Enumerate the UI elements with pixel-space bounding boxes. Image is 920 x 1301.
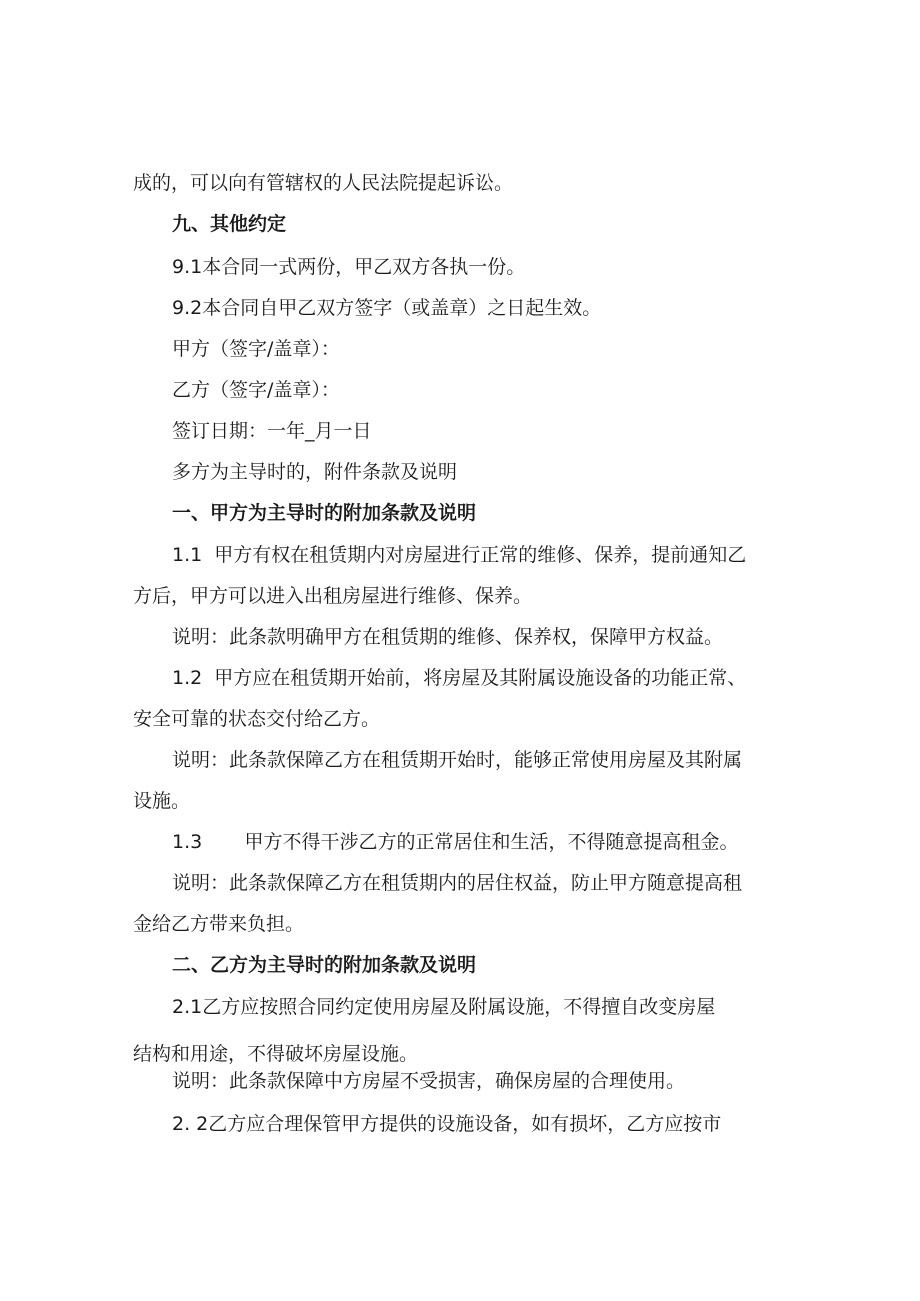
paragraph-line: 成的，可以向有管辖权的人民法院提起诉讼。 xyxy=(133,172,514,194)
section-heading: 九、其他约定 xyxy=(172,213,287,235)
note-line: 说明：此条款保障中方房屋不受损害，确保房屋的合理使用。 xyxy=(172,1070,686,1092)
section-heading: 一、甲方为主导时的附加条款及说明 xyxy=(172,502,477,524)
note-line: 说明：此条款保障乙方在租赁期内的居住权益，防止甲方随意提高租 xyxy=(172,872,743,894)
clause-line: 1.3 甲方不得干涉乙方的正常居住和生活，不得随意提高租金。 xyxy=(172,831,739,853)
note-line: 说明：此条款保障乙方在租赁期开始时，能够正常使用房屋及其附属 xyxy=(172,749,743,771)
clause-line: 9.1本合同一式两份，甲乙双方各执一份。 xyxy=(172,256,526,278)
signature-line: 甲方（签字/盖章）： xyxy=(172,338,340,360)
signature-line: 乙方（签字/盖章）： xyxy=(172,379,340,401)
clause-line: 1.2 甲方应在租赁期开始前，将房屋及其附属设施设备的功能正常、 xyxy=(172,667,747,689)
note-line: 说明：此条款明确甲方在租赁期的维修、保养权，保障甲方权益。 xyxy=(172,626,724,648)
clause-line: 结构和用途，不得破坏房屋设施。 xyxy=(133,1043,419,1065)
clause-line: 2.1乙方应按照合同约定使用房屋及附属设施，不得擅自改变房屋 xyxy=(172,996,716,1018)
clause-line: 2. 2乙方应合理保管甲方提供的设施设备，如有损坏，乙方应按市 xyxy=(172,1113,722,1135)
section-heading: 二、乙方为主导时的附加条款及说明 xyxy=(172,954,477,976)
clause-line: 1.1 甲方有权在租赁期内对房屋进行正常的维修、保养，提前通知乙 xyxy=(172,544,747,566)
note-line: 金给乙方带来负担。 xyxy=(133,913,305,935)
clause-line: 安全可靠的状态交付给乙方。 xyxy=(133,708,381,730)
clause-line: 9.2本合同自甲乙双方签字（或盖章）之日起生效。 xyxy=(172,297,602,319)
paragraph-line: 多方为主导时的，附件条款及说明 xyxy=(172,461,458,483)
date-line: 签订日期：一年_月一日 xyxy=(172,420,372,442)
clause-line: 方后，甲方可以进入出租房屋进行维修、保养。 xyxy=(133,585,533,607)
note-line: 设施。 xyxy=(133,790,191,812)
